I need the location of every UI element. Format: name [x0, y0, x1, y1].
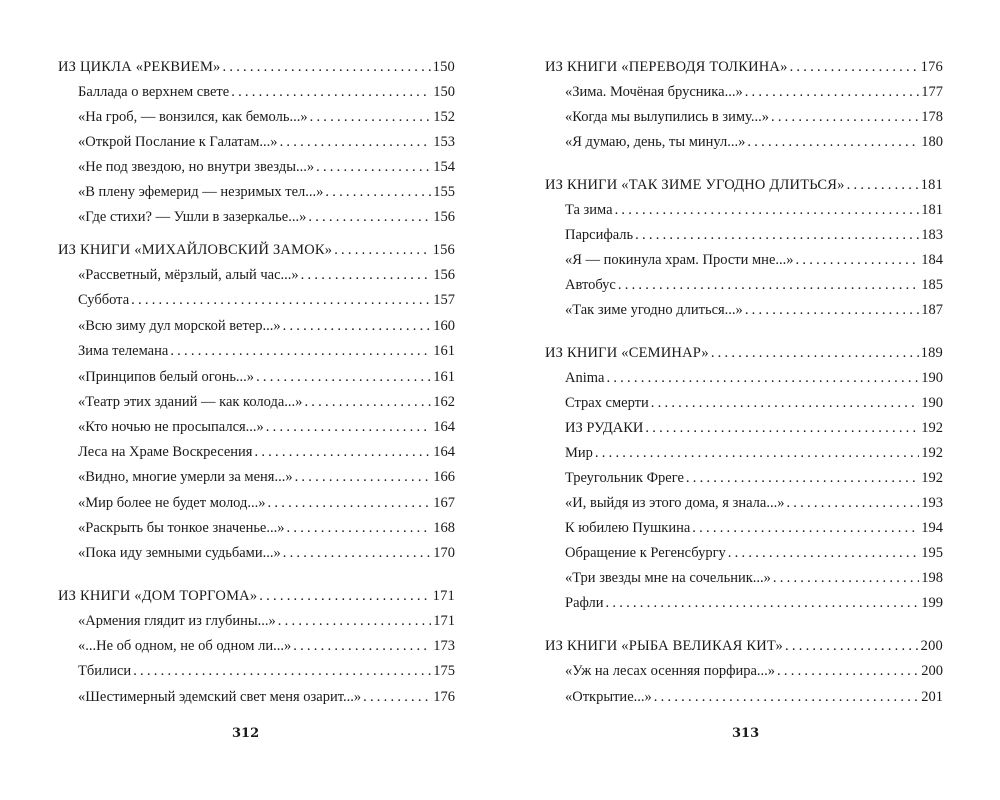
toc-entry-title: Парсифаль — [565, 227, 634, 243]
toc-page-number: 150 — [432, 59, 455, 75]
toc-entry-title: «Уж на лесах осенняя порфира...» — [565, 663, 776, 679]
toc-entry[interactable] — [78, 441, 455, 463]
toc-entry-title: «Я думаю, день, ты минул...» — [565, 134, 746, 150]
toc-page-number: 187 — [921, 302, 943, 318]
toc-page-number: 162 — [433, 394, 455, 410]
toc-entry[interactable] — [78, 81, 455, 103]
toc-page-number: 166 — [433, 469, 455, 485]
toc-page-number: 161 — [433, 343, 455, 359]
toc-entry[interactable] — [78, 181, 455, 203]
toc-entry[interactable] — [78, 542, 455, 564]
toc-entry-title: «Мир более не будет молод...» — [78, 495, 266, 511]
toc-entry[interactable] — [78, 106, 455, 128]
toc-entry[interactable] — [78, 686, 455, 708]
toc-entry[interactable] — [78, 610, 455, 632]
leader-dots — [316, 156, 431, 178]
toc-page-number: 183 — [921, 227, 943, 243]
toc-section-heading[interactable] — [545, 342, 943, 364]
toc-entry[interactable] — [565, 224, 943, 246]
toc-section-heading[interactable] — [545, 635, 943, 657]
toc-section-heading[interactable] — [58, 239, 455, 261]
toc-entry-title: Та зима — [565, 202, 613, 218]
toc-entry[interactable] — [565, 106, 943, 128]
toc-entry-title: Обращение к Регенсбургу — [565, 545, 726, 561]
leader-dots — [618, 274, 919, 296]
toc-page-number: 153 — [433, 134, 455, 150]
toc-entry-title: Баллада о верхнем свете — [78, 84, 230, 100]
toc-entry-title: Мир — [565, 445, 593, 461]
toc-page-number: 190 — [921, 395, 943, 411]
toc-page-number: 156 — [433, 209, 455, 225]
leader-dots — [777, 660, 919, 682]
toc-entry[interactable] — [78, 206, 455, 228]
toc-page-number: 167 — [433, 495, 455, 511]
toc-entry-title: Леса на Храме Воскресения — [78, 444, 253, 460]
toc-section-heading[interactable] — [58, 585, 455, 607]
toc-entry-title: «И, выйдя из этого дома, я знала...» — [565, 495, 785, 511]
toc-heading-title: ИЗ КНИГИ «ТАК ЗИМЕ УГОДНО ДЛИТЬСЯ» — [545, 177, 845, 193]
toc-entry[interactable] — [78, 264, 455, 286]
toc-heading-title: ИЗ КНИГИ «ПЕРЕВОДЯ ТОЛКИНА» — [545, 59, 788, 75]
toc-page-number: 177 — [921, 84, 943, 100]
toc-entry-title: «Рассветный, мёрзлый, алый час...» — [78, 267, 299, 283]
leader-dots — [785, 635, 919, 657]
toc-entry-title: Суббота — [78, 292, 130, 308]
toc-entry-title: «Принципов белый огонь...» — [78, 369, 255, 385]
toc-page-number: 198 — [921, 570, 943, 586]
toc-page-number: 189 — [920, 345, 943, 361]
toc-entry[interactable] — [565, 686, 943, 708]
leader-dots — [280, 131, 432, 153]
toc-page-number: 181 — [920, 177, 943, 193]
toc-entry-title: «Так зиме угодно длиться...» — [565, 302, 743, 318]
toc-page-number: 184 — [921, 252, 943, 268]
leader-dots — [645, 417, 919, 439]
toc-page-number: 164 — [433, 419, 455, 435]
leader-dots — [790, 56, 919, 78]
toc-entry-title: «Шестимерный эдемский свет меня озарит...» — [78, 689, 362, 705]
toc-entry[interactable] — [565, 367, 943, 389]
toc-entry-title: «Театр этих зданий — как колода...» — [78, 394, 303, 410]
toc-entry[interactable] — [78, 466, 455, 488]
toc-page-number: 190 — [921, 370, 943, 386]
toc-entry[interactable] — [78, 517, 455, 539]
toc-entry[interactable] — [565, 392, 943, 414]
toc-entry-title: «Когда мы вылупились в зиму...» — [565, 109, 769, 125]
toc-entry-title: «Открой Послание к Галатам...» — [78, 134, 278, 150]
toc-page-number: 170 — [433, 545, 455, 561]
toc-entry[interactable] — [78, 366, 455, 388]
toc-page-number: 193 — [921, 495, 943, 511]
toc-entry[interactable] — [565, 199, 943, 221]
toc-entry-title: Тбилиси — [78, 663, 132, 679]
leader-dots — [771, 106, 919, 128]
toc-entry[interactable] — [565, 442, 943, 464]
toc-entry[interactable] — [565, 492, 943, 514]
toc-section-heading[interactable] — [545, 174, 943, 196]
toc-entry[interactable] — [78, 416, 455, 438]
page-number: 312 — [232, 726, 260, 741]
toc-entry-title: «Открытие...» — [565, 689, 652, 705]
leader-dots — [325, 181, 431, 203]
toc-page-number: 161 — [433, 369, 455, 385]
leader-dots — [606, 367, 919, 389]
toc-heading-title: ИЗ ЦИКЛА «РЕКВИЕМ» — [58, 59, 221, 75]
leader-dots — [278, 610, 431, 632]
toc-heading-title: ИЗ КНИГИ «РЫБА ВЕЛИКАЯ КИТ» — [545, 638, 784, 654]
leader-dots — [686, 467, 919, 489]
leader-dots — [256, 366, 431, 388]
leader-dots — [310, 106, 432, 128]
toc-entry[interactable] — [565, 567, 943, 589]
toc-entry[interactable] — [565, 517, 943, 539]
leader-dots — [728, 542, 919, 564]
toc-page-number: 175 — [433, 663, 455, 679]
toc-entry[interactable] — [565, 417, 943, 439]
leader-dots — [654, 686, 919, 708]
toc-page-number: 176 — [920, 59, 943, 75]
leader-dots — [131, 289, 431, 311]
toc-entry-title: «...Не об одном, не об одном ли...» — [78, 638, 292, 654]
leader-dots — [259, 585, 430, 607]
toc-entry-title: К юбилею Пушкина — [565, 520, 691, 536]
toc-page-number: 192 — [921, 420, 943, 436]
toc-page-number: 152 — [433, 109, 455, 125]
toc-heading-title: ИЗ КНИГИ «СЕМИНАР» — [545, 345, 709, 361]
leader-dots — [796, 249, 920, 271]
toc-page-number: 156 — [432, 242, 455, 258]
toc-entry-title: «Не под звездою, но внутри звезды...» — [78, 159, 315, 175]
leader-dots — [363, 686, 431, 708]
leader-dots — [595, 442, 919, 464]
toc-entry-title: Рафли — [565, 595, 604, 611]
toc-entry[interactable] — [565, 592, 943, 614]
toc-page-number: 173 — [433, 638, 455, 654]
toc-section-heading[interactable] — [58, 56, 455, 78]
toc-entry-title: ИЗ РУДАКИ — [565, 420, 644, 436]
toc-entry-title: «Зима. Мочёная брусника...» — [565, 84, 743, 100]
leader-dots — [773, 567, 919, 589]
leader-dots — [692, 517, 919, 539]
toc-page-number: 200 — [920, 638, 943, 654]
leader-dots — [308, 206, 431, 228]
toc-page-number: 150 — [433, 84, 455, 100]
toc-page-number: 176 — [433, 689, 455, 705]
toc-section-heading[interactable] — [545, 56, 943, 78]
toc-page-number: 164 — [433, 444, 455, 460]
toc-entry-title: Треугольник Фреге — [565, 470, 684, 486]
toc-page-number: 201 — [921, 689, 943, 705]
toc-entry-title: «Три звезды мне на сочельник...» — [565, 570, 771, 586]
toc-page-number: 200 — [921, 663, 943, 679]
leader-dots — [745, 81, 920, 103]
toc-page-number: 157 — [433, 292, 455, 308]
leader-dots — [254, 441, 431, 463]
toc-entry-title: Зима телемана — [78, 343, 169, 359]
leader-dots — [283, 315, 432, 337]
toc-entry[interactable] — [78, 660, 455, 682]
toc-entry[interactable] — [78, 289, 455, 311]
toc-entry-title: «Раскрыть бы тонкое значенье...» — [78, 520, 285, 536]
toc-page-number: 192 — [921, 445, 943, 461]
toc-page-number: 178 — [921, 109, 943, 125]
toc-entry[interactable] — [78, 492, 455, 514]
toc-entry[interactable] — [565, 299, 943, 321]
toc-page-number: 181 — [921, 202, 943, 218]
toc-entry-title: «Где стихи? — Ушли в зазеркалье...» — [78, 209, 307, 225]
toc-heading-title: ИЗ КНИГИ «МИХАЙЛОВСКИЙ ЗАМОК» — [58, 242, 333, 258]
leader-dots — [295, 466, 432, 488]
leader-dots — [615, 199, 920, 221]
leader-dots — [293, 635, 431, 657]
toc-entry[interactable] — [565, 274, 943, 296]
leader-dots — [266, 416, 431, 438]
toc-page-number: 185 — [921, 277, 943, 293]
toc-entry[interactable] — [78, 131, 455, 153]
toc-entry[interactable] — [565, 660, 943, 682]
right-page — [500, 0, 1000, 800]
toc-entry[interactable] — [565, 249, 943, 271]
leader-dots — [304, 391, 431, 413]
toc-entry-title: «Кто ночью не просыпался...» — [78, 419, 264, 435]
toc-page-number: 171 — [433, 613, 455, 629]
leader-dots — [745, 299, 919, 321]
toc-entry-title: «В плену эфемерид — незримых тел...» — [78, 184, 324, 200]
leader-dots — [170, 340, 431, 362]
leader-dots — [223, 56, 431, 78]
leader-dots — [301, 264, 432, 286]
toc-entry[interactable] — [565, 542, 943, 564]
leader-dots — [334, 239, 430, 261]
toc-page-number: 195 — [921, 545, 943, 561]
toc-page-number: 154 — [433, 159, 455, 175]
toc-page-number: 192 — [921, 470, 943, 486]
leader-dots — [747, 131, 919, 153]
toc-page-number: 155 — [433, 184, 455, 200]
toc-entry[interactable] — [78, 391, 455, 413]
toc-heading-title: ИЗ КНИГИ «ДОМ ТОРГОМА» — [58, 588, 258, 604]
toc-entry-title: «На гроб, — вонзился, как бемоль...» — [78, 109, 308, 125]
toc-page-number: 180 — [921, 134, 943, 150]
page-number: 313 — [732, 726, 760, 741]
toc-entry-title: Anima — [565, 370, 605, 386]
toc-entry[interactable] — [565, 131, 943, 153]
toc-entry[interactable] — [78, 635, 455, 657]
toc-entry-title: «Я — покинула храм. Прости мне...» — [565, 252, 794, 268]
leader-dots — [287, 517, 432, 539]
leader-dots — [711, 342, 919, 364]
leader-dots — [231, 81, 431, 103]
toc-page-number: 160 — [433, 318, 455, 334]
toc-page-number: 199 — [921, 595, 943, 611]
leader-dots — [268, 492, 432, 514]
toc-entry[interactable] — [78, 156, 455, 178]
toc-entry-title: Страх смерти — [565, 395, 649, 411]
toc-entry-title: Автобус — [565, 277, 616, 293]
toc-entry-title: «Пока иду земными судьбами...» — [78, 545, 281, 561]
toc-entry-title: «Армения глядит из глубины...» — [78, 613, 276, 629]
leader-dots — [606, 592, 920, 614]
leader-dots — [651, 392, 919, 414]
toc-entry-title: «Видно, многие умерли за меня...» — [78, 469, 293, 485]
toc-page-number: 168 — [433, 520, 455, 536]
toc-entry[interactable] — [565, 467, 943, 489]
toc-page-number: 171 — [432, 588, 455, 604]
toc-entry[interactable] — [78, 315, 455, 337]
toc-page-number: 156 — [433, 267, 455, 283]
leader-dots — [786, 492, 919, 514]
leader-dots — [847, 174, 919, 196]
toc-entry[interactable] — [565, 81, 943, 103]
leader-dots — [283, 542, 432, 564]
toc-entry[interactable] — [78, 340, 455, 362]
leader-dots — [133, 660, 431, 682]
toc-entry-title: «Всю зиму дул морской ветер...» — [78, 318, 281, 334]
leader-dots — [635, 224, 919, 246]
toc-page-number: 194 — [921, 520, 943, 536]
